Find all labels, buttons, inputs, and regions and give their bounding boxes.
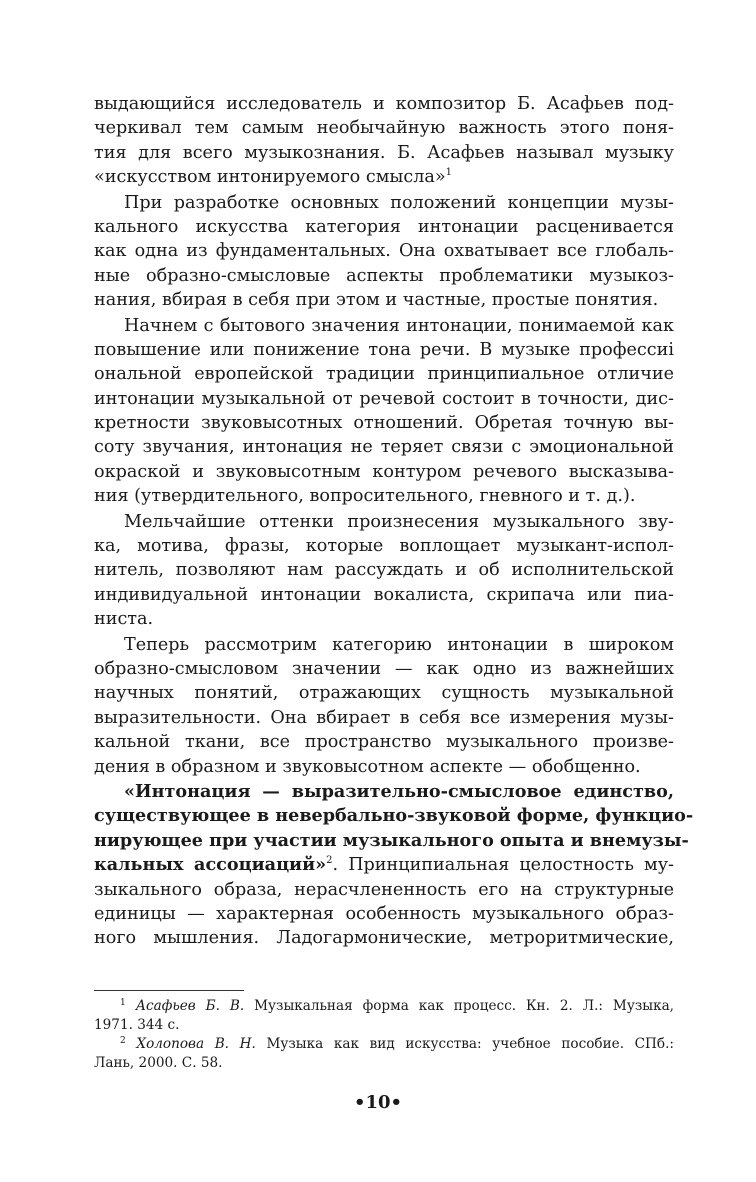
footnote-line bbox=[94, 997, 674, 1016]
text-line: нирующее при участии музыкального опыта и внемузы- bbox=[94, 829, 689, 851]
text-line bbox=[94, 853, 674, 877]
text-line: ного мышления. Ладогармонические, метроритмические, bbox=[94, 928, 674, 949]
text-line: ниста. bbox=[94, 609, 154, 630]
text-line: повышение или понижение тона речи. В музыке профессиі bbox=[94, 339, 674, 360]
page-body bbox=[94, 92, 694, 951]
text-line: ные образно-смысловые аспекты проблематики музыкоз- bbox=[94, 265, 674, 286]
text-line: кретности звуковысотных отношений. Обретая точную вы- bbox=[94, 413, 674, 434]
footnote-1 bbox=[94, 997, 674, 1035]
text-line: выразительности. Она вбирает в себя все измерения музы- bbox=[94, 707, 674, 728]
footnote-text: Музыка как вид искусства: учебное пособие. СПб.: bbox=[255, 1036, 674, 1052]
footnote-author: Холопова В. Н. bbox=[136, 1036, 256, 1052]
footnote-ref-2: 2 bbox=[326, 855, 333, 867]
text-fragment: кальных ассоциаций» bbox=[94, 854, 327, 876]
text-line: нитель, позволяют нам рассуждать и об исполнительской bbox=[94, 560, 674, 581]
text-line: индивидуальной интонации вокалиста, скрипача или пиа- bbox=[94, 584, 674, 605]
text-line bbox=[94, 165, 674, 189]
paragraph-5 bbox=[94, 633, 674, 779]
footnote-2 bbox=[94, 1035, 674, 1073]
text-line: соту звучания, интонация не теряет связи с эмоциональной bbox=[94, 437, 674, 458]
text-line: как одна из фундаментальных. Она охватывает все глобаль- bbox=[94, 241, 674, 262]
footnote-text: Музыкальная форма как процесс. Кн. 2. Л.: Музыка, bbox=[244, 998, 675, 1014]
paragraph-6 bbox=[94, 780, 694, 951]
text-line: окраской и звуковысотным контуром речевого высказыва- bbox=[94, 461, 674, 482]
paragraph-1 bbox=[94, 92, 674, 190]
text-line: ния (утвердительного, вопросительного, гневного и т. д.). bbox=[94, 486, 636, 507]
paragraph-4 bbox=[94, 510, 674, 632]
text-line: ональной европейской традиции принципиальное отличие bbox=[94, 364, 674, 385]
text-fragment: «искусством интонируемого смысла» bbox=[94, 167, 446, 188]
text-line: зыкального образа, нерасчлененность его на структурные bbox=[94, 879, 674, 900]
text-line: единицы — характерная особенность музыкального образ- bbox=[94, 903, 674, 924]
text-line: Мельчайшие оттенки произнесения музыкального зву- bbox=[124, 511, 674, 532]
paragraph-2 bbox=[94, 191, 674, 313]
text-line: образно-смысловом значении — как одно из важнейших bbox=[94, 658, 674, 679]
text-line: ка, мотива, фразы, которые воплощает музыкант-испол- bbox=[94, 536, 674, 557]
text-line: кального искусства категория интонации расценивается bbox=[94, 216, 674, 237]
footnote-mark: 2 bbox=[120, 1036, 126, 1046]
footnotes bbox=[94, 990, 674, 1073]
paragraph-3 bbox=[94, 314, 674, 509]
text-line: выдающийся исследователь и композитор Б. Асафьев под- bbox=[94, 94, 674, 114]
text-line: нания, вбирая в себя при этом и частные, простые понятия. bbox=[94, 290, 659, 311]
footnote-line: Лань, 2000. С. 58. bbox=[94, 1055, 223, 1071]
text-line: дения в образном и звуковысотном аспекте — обобщенно. bbox=[94, 756, 641, 777]
text-line: Начнем с бытового значения интонации, понимаемой как bbox=[124, 315, 674, 336]
footnote-ref-1: 1 bbox=[445, 167, 453, 179]
footnote-mark: 1 bbox=[120, 998, 126, 1008]
text-line: Теперь рассмотрим категорию интонации в широком bbox=[124, 634, 674, 655]
text-line: интонации музыкальной от речевой состоит в точности, дис- bbox=[94, 388, 674, 409]
text-line: кальной ткани, все пространство музыкального произве- bbox=[94, 732, 674, 753]
text-line: существующее в невербально-звуковой форме, функцио- bbox=[94, 805, 694, 827]
footnote-divider bbox=[94, 990, 244, 991]
text-line: тия для всего музыкознания. Б. Асафьев называл музыку bbox=[94, 142, 674, 163]
footnote-line bbox=[94, 1035, 674, 1054]
text-line: «Интонация — выразительно-смысловое единство, bbox=[124, 780, 674, 802]
footnote-author: Асафьев Б. В. bbox=[135, 998, 245, 1014]
page-number: •10• bbox=[353, 1092, 403, 1113]
text-fragment: . Принципиальная целостность му- bbox=[332, 855, 674, 876]
text-line: При разработке основных положений концепции музы- bbox=[124, 192, 674, 213]
text-line: черкивал тем самым необычайную важность этого поня- bbox=[94, 118, 674, 139]
text-line: научных понятий, отражающих сущность музыкальной bbox=[94, 683, 674, 704]
footnote-line: 1971. 344 с. bbox=[94, 1017, 180, 1033]
